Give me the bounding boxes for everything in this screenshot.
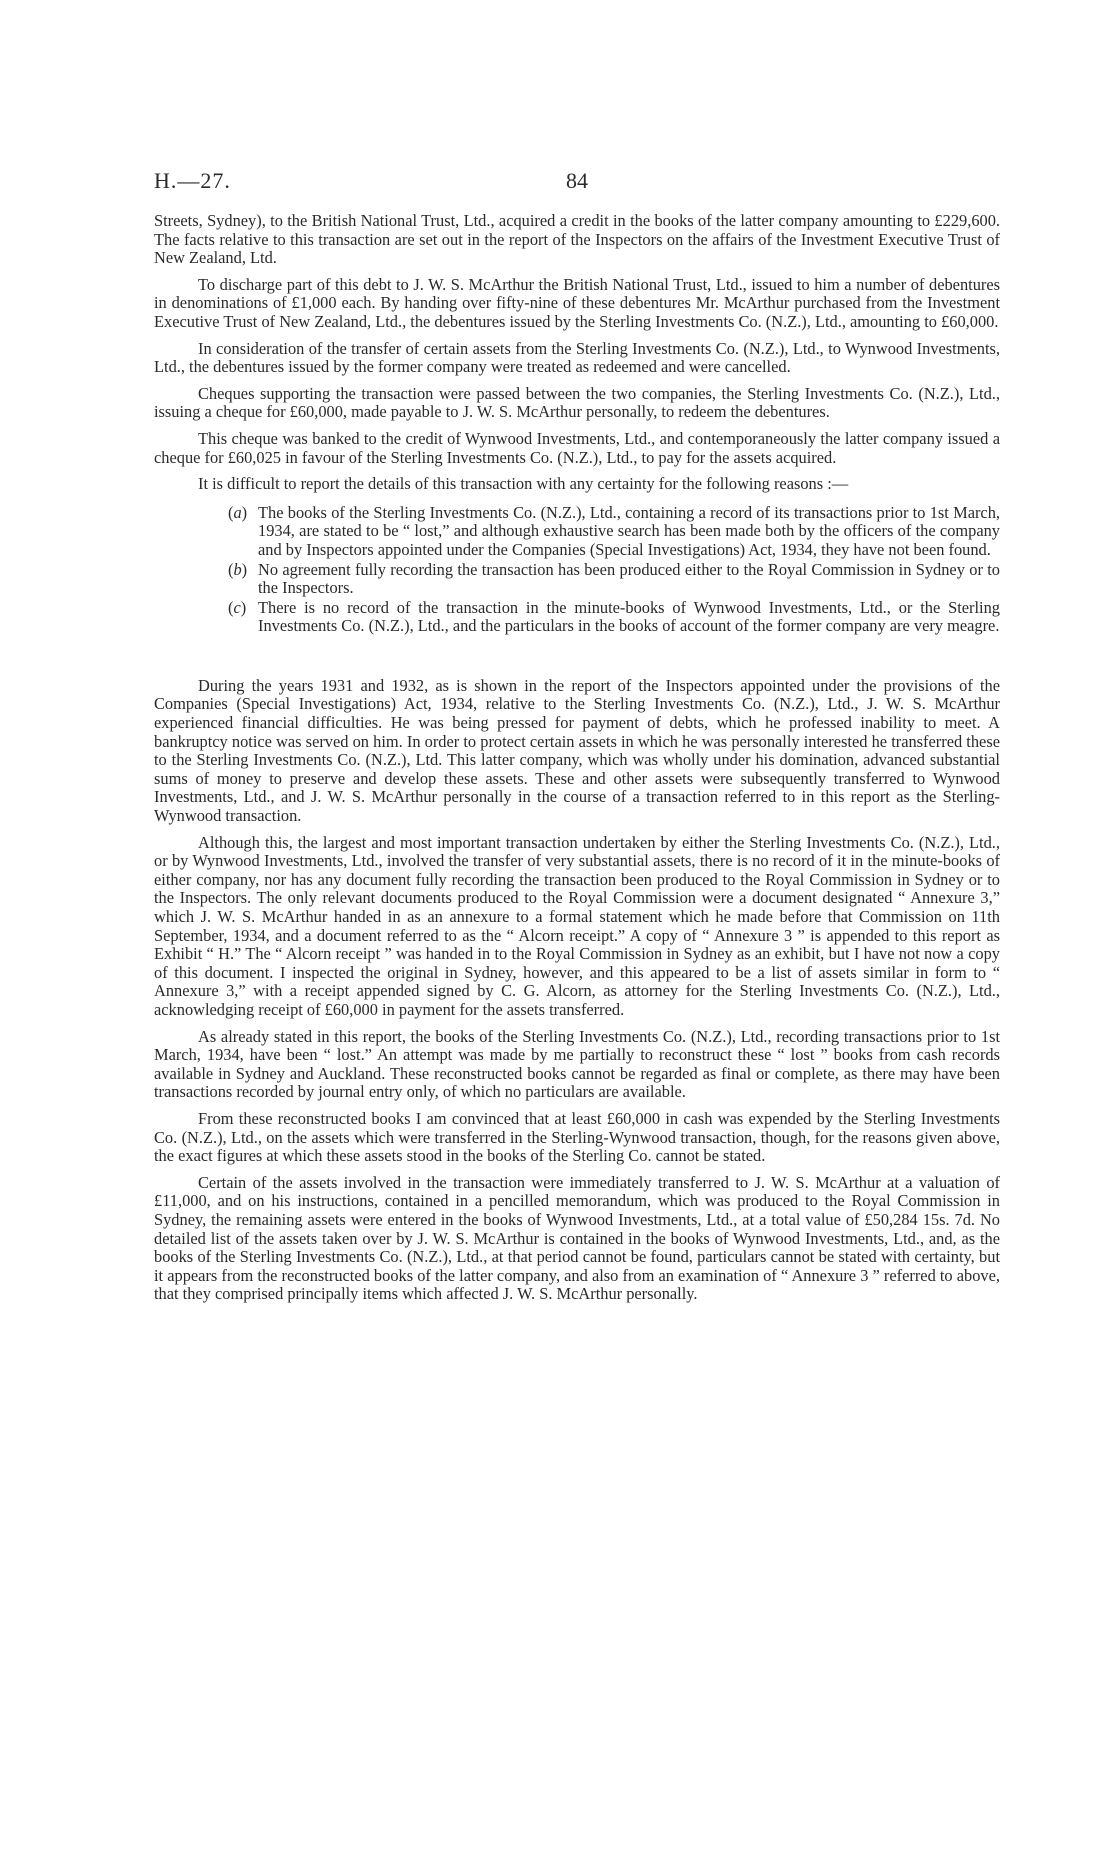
paragraph: Although this, the largest and most important transaction undertaken by either the Sterling Investments Co. (N.Z.), Ltd., or by Wynwood Investments, Ltd., involved the transfer of very substantial assets, there is no record of it in the minute-books of either company, nor has any document fully recording the transaction been produced to the Royal Commission in Sydney or to the Inspectors. The only relevant documents produced to the Royal Commission were a document designated “ Annexure 3,” which J. W. S. McArthur handed in as an annexure to a formal statement which he made before that Commission on 11th September, 1934, and a document referred to as the “ Alcorn receipt.” A copy of “ Annexure 3 ” is appended to this report as Exhibit “ H.” The “ Alcorn receipt ” was handed in to the Royal Commission in Sydney as an exhibit, but I have not now a copy of this document. I inspected the original in Sydney, however, and this appeared to be a list of assets similar in form to “ Annexure 3,” with a receipt appended signed by C. G. Alcorn, as attorney for the Sterling Investments Co. (N.Z.), Ltd., acknowledging receipt of £60,000 in payment for the assets transferred.	[154, 832, 1000, 1019]
list-item: (c) There is no record of the transaction in the minute-books of Wynwood Investments, Ltd., or the Sterling Investments Co. (N.Z.), Ltd., and the particulars in the books of account of the former company are very meagre.	[228, 597, 1000, 636]
page-header	[154, 168, 1000, 198]
list-marker: a	[233, 502, 242, 522]
reasons-list	[154, 504, 1000, 636]
list-marker: b	[233, 559, 242, 579]
paragraph: As already stated in this report, the books of the Sterling Investments Co. (N.Z.), Ltd., recording transactions prior to 1st March, 1934, have been “ lost.” An attempt was made by me partially to reconstruct these “ lost ” books from cash records available in Sydney and Auckland. These reconstructed books cannot be regarded as final or complete, as there may have been transactions recorded by journal entry only, of which no particulars are available.	[154, 1026, 1000, 1102]
section-spacer	[154, 637, 1000, 677]
paragraph: This cheque was banked to the credit of Wynwood Investments, Ltd., and contemporaneously the latter company issued a cheque for £60,025 in favour of the Sterling Investments Co. (N.Z.), Ltd., to pay for the assets acquired.	[154, 428, 1000, 467]
paragraph: To discharge part of this debt to J. W. S. McArthur the British National Trust, Ltd., issued to him a number of debentures in denominations of £1,000 each. By handing over fifty-nine of these debentures Mr. McArthur purchased from the Investment Executive Trust of New Zealand, Ltd., the debentures issued by the Sterling Investments Co. (N.Z.), Ltd., amounting to £60,000.	[154, 274, 1000, 331]
paragraph: During the years 1931 and 1932, as is shown in the report of the Inspectors appointed under the provisions of the Companies (Special Investigations) Act, 1934, relative to the Sterling Investments Co. (N.Z.), Ltd., J. W. S. McArthur experienced financial difficulties. He was being pressed for payment of debts, which he professed inability to meet. A bankruptcy notice was served on him. In order to protect certain assets in which he was personally interested he transferred these to the Sterling Investments Co. (N.Z.), Ltd. This latter company, which was wholly under his domination, advanced substantial sums of money to preserve and develop these assets. These and other assets were subsequently transferred to Wynwood Investments, Ltd., and J. W. S. McArthur personally in the course of a transaction referred to in this report as the Sterling-Wynwood transaction.	[154, 675, 1000, 826]
document-body	[154, 212, 1000, 1312]
paragraph: Streets, Sydney), to the British National Trust, Ltd., acquired a credit in the books of the latter company amounting to £229,600. The facts relative to this transaction are set out in the report of the Inspectors on the affairs of the Investment Executive Trust of New Zealand, Ltd.	[154, 211, 1000, 268]
list-item-text: There is no record of the transaction in the minute-books of Wynwood Investments, Ltd., or the Sterling Investments Co. (N.Z.), Ltd., and the particulars in the books of account of the former company are very meagre.	[258, 597, 1000, 636]
list-marker: c	[233, 597, 241, 617]
list-item: (a) The books of the Sterling Investments Co. (N.Z.), Ltd., containing a record of its transactions prior to 1st March, 1934, are stated to be “ lost,” and although exhaustive search has been made both by the officers of the company and by Inspectors appointed under the Companies (Special Investigations) Act, 1934, they have not been found.	[228, 502, 1000, 559]
list-item: (b) No agreement fully recording the transaction has been produced either to the Royal Commission in Sydney or to the Inspectors.	[228, 559, 1000, 598]
paragraph: In consideration of the transfer of certain assets from the Sterling Investments Co. (N.Z.), Ltd., to Wynwood Investments, Ltd., the debentures issued by the former company were treated as redeemed and were cancelled.	[154, 338, 1000, 377]
paragraph: It is difficult to report the details of this transaction with any certainty for the following reasons :—	[198, 474, 849, 494]
paragraph: From these reconstructed books I am convinced that at least £60,000 in cash was expended by the Sterling Investments Co. (N.Z.), Ltd., on the assets which were transferred in the Sterling-Wynwood transaction, though, for the reasons given above, the exact figures at which these assets stood in the books of the Sterling Co. cannot be stated.	[154, 1108, 1000, 1166]
list-item-text: No agreement fully recording the transaction has been produced either to the Royal Commission in Sydney or to the Inspectors.	[258, 559, 1000, 598]
page-number: 84	[566, 168, 588, 193]
list-item-text: The books of the Sterling Investments Co. (N.Z.), Ltd., containing a record of its transactions prior to 1st March, 1934, are stated to be “ lost,” and although exhaustive search has been made both by the officers of the company and by Inspectors appointed under the Companies (Special Investigations) Act, 1934, they have not been found.	[258, 502, 1000, 559]
document-reference: H.—27.	[154, 168, 231, 193]
paragraph: Certain of the assets involved in the transaction were immediately transferred to J. W. S. McArthur at a valuation of £11,000, and on his instructions, contained in a pencilled memorandum, which was produced to the Royal Commission in Sydney, the remaining assets were entered in the books of Wynwood Investments, Ltd., at a total value of £50,284 15s. 7d. No detailed list of the assets taken over by J. W. S. McArthur is contained in the books of Wynwood Investments, Ltd., and, as the books of the Sterling Investments Co. (N.Z.), Ltd., at that period cannot be found, particulars cannot be stated with certainty, but it appears from the reconstructed books of the latter company, and also from an examination of “ Annexure 3 ” referred to above, that they comprised principally items which affected J. W. S. McArthur personally.	[154, 1172, 1000, 1304]
paragraph: Cheques supporting the transaction were passed between the two companies, the Sterling Investments Co. (N.Z.), Ltd., issuing a cheque for £60,000, made payable to J. W. S. McArthur personally, to redeem the debentures.	[154, 383, 1000, 422]
